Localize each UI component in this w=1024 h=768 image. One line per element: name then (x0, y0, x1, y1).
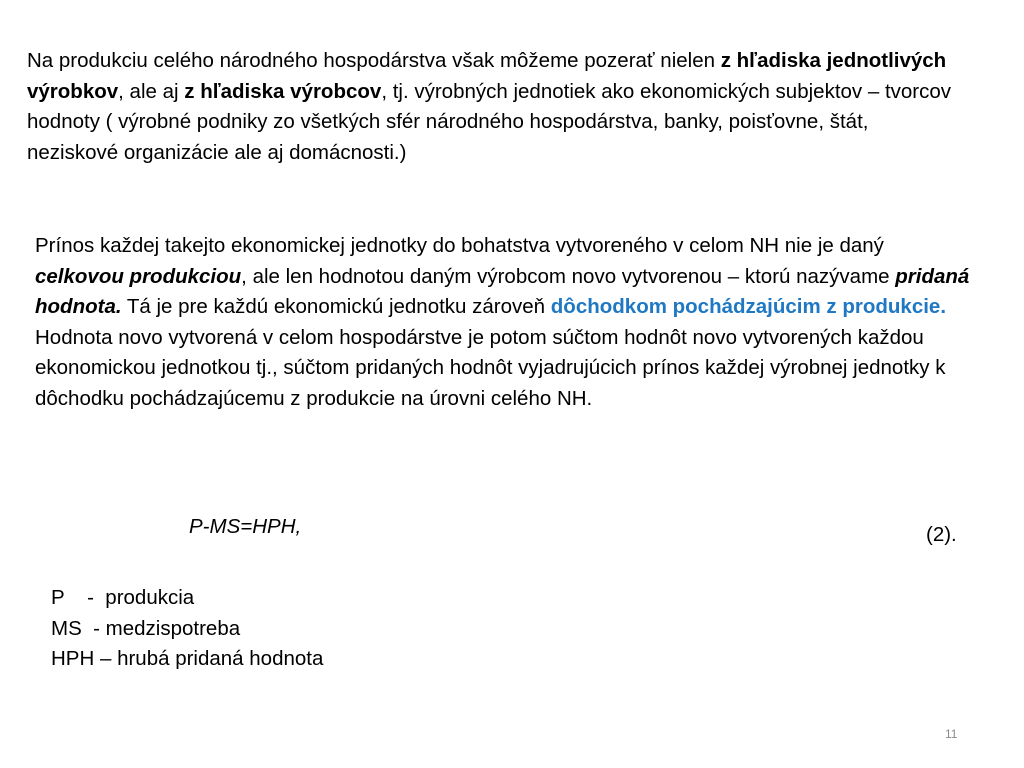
legend-item-hph: HPH – hrubá pridaná hodnota (51, 647, 324, 670)
legend-item-ms: MS - medzispotreba (51, 616, 241, 640)
intro-text-3: , tj. výrobných jednotiek ako ekonomických subjektov – tvorcov hodnoty ( výrobné podniky zo všetkých sfér národného hospodárstva, banky, poisťovne, štát, neziskové organizácie ale aj domácnosti.) (27, 79, 952, 164)
intro-bold-products: z hľadiska jednotlivých výrobkov (27, 49, 947, 103)
value-text-3: Tá je pre každú ekonomickú jednotku zároveň (121, 295, 551, 318)
formula-legend (51, 583, 323, 675)
intro-text-2: , ale aj (118, 79, 185, 103)
value-text-1: Prínos každej takejto ekonomickej jednotky do bohatstva vytvoreného v celom NH nie je daný (35, 234, 884, 257)
page-number: 11 (945, 727, 958, 741)
legend-item-p: P - produkcia (51, 586, 195, 609)
value-text-2: , ale len hodnotou daným výrobcom novo vytvorenou – ktorú nazývame (241, 264, 896, 288)
formula-expression: P-MS=HPH, (189, 515, 302, 538)
value-bold-total-production: celkovou produkciou (35, 264, 242, 288)
value-text-4: Hodnota novo vytvorená v celom hospodárstve je potom súčtom hodnôt novo vytvorených každou ekonomickou jednotkou tj., súčtom pridaných hodnôt vyjadrujúcich prínos každej výrobnej jednotky k dôchodku pochádzajúcemu z produkcie na úrovni celého NH. (35, 325, 946, 410)
value-highlight-income: dôchodkom pochádzajúcim z produkcie. (550, 295, 947, 318)
intro-bold-producers: z hľadiska výrobcov (184, 79, 382, 103)
intro-paragraph (27, 46, 957, 168)
value-added-paragraph (35, 231, 975, 414)
value-bold-added-value: pridaná hodnota. (35, 264, 970, 318)
equation-number: (2). (926, 523, 957, 546)
intro-text-1: Na produkciu celého národného hospodárstva však môžeme pozerať nielen (27, 49, 721, 72)
